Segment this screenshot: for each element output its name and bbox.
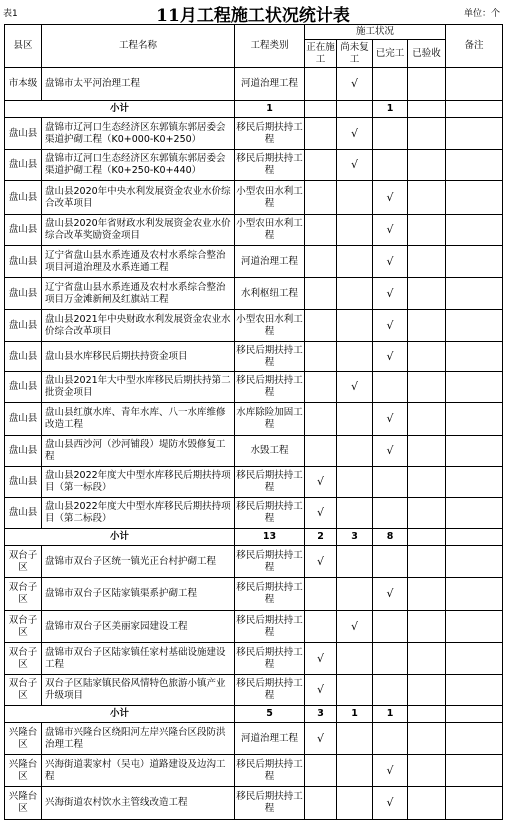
table-row bbox=[5, 372, 503, 403]
cell-project-type: 河道治理工程 bbox=[235, 68, 305, 101]
cell-status-not-resumed bbox=[337, 246, 373, 278]
table-row bbox=[5, 611, 503, 643]
cell-status-accepted bbox=[408, 68, 446, 101]
cell-project-type: 小型农田水利工程 bbox=[235, 215, 305, 246]
cell-remarks bbox=[446, 101, 503, 118]
cell-county: 双台子区 bbox=[5, 643, 42, 675]
table-row bbox=[5, 150, 503, 181]
cell-status-accepted bbox=[408, 342, 446, 372]
cell-remarks bbox=[446, 643, 503, 675]
cell-status-completed bbox=[373, 68, 408, 101]
cell-status-accepted bbox=[408, 118, 446, 150]
cell-project-type: 移民后期扶持工程 bbox=[235, 467, 305, 498]
col-county: 县区 bbox=[5, 25, 42, 68]
cell-county: 盘山县 bbox=[5, 498, 42, 529]
cell-county: 兴隆台区 bbox=[5, 787, 42, 820]
col-not-resumed: 尚未复工 bbox=[337, 40, 373, 68]
cell-status-accepted bbox=[408, 546, 446, 578]
subtotal-accepted bbox=[408, 101, 446, 118]
check-mark-icon: √ bbox=[373, 787, 408, 820]
check-mark-icon: √ bbox=[337, 150, 373, 181]
subtotal-in-progress: 3 bbox=[305, 706, 337, 723]
cell-county: 盘山县 bbox=[5, 467, 42, 498]
subtotal-total: 5 bbox=[235, 706, 305, 723]
statistics-table bbox=[4, 24, 503, 820]
col-status-group: 施工状况 bbox=[305, 25, 446, 40]
cell-county: 盘山县 bbox=[5, 372, 42, 403]
cell-project-name: 盘山县2021年中央财政水利发展资金农业水价综合改革项目 bbox=[42, 310, 235, 342]
cell-status-not-resumed bbox=[337, 310, 373, 342]
cell-status-not-resumed bbox=[337, 787, 373, 820]
cell-status-in-progress bbox=[305, 246, 337, 278]
subtotal-label: 小计 bbox=[5, 529, 235, 546]
cell-status-completed bbox=[373, 498, 408, 529]
cell-status-in-progress bbox=[305, 578, 337, 611]
subtotal-not-resumed: 1 bbox=[337, 706, 373, 723]
col-completed: 已完工 bbox=[373, 40, 408, 68]
check-mark-icon: √ bbox=[373, 215, 408, 246]
cell-project-type: 移民后期扶持工程 bbox=[235, 150, 305, 181]
cell-project-name: 盘锦市辽河口生态经济区东郭镇东郭居委会渠道护砌工程（K0+000-K0+250） bbox=[42, 118, 235, 150]
cell-remarks bbox=[446, 529, 503, 546]
check-mark-icon: √ bbox=[305, 498, 337, 529]
page-title: 11月工程施工状况统计表 bbox=[156, 6, 350, 26]
cell-status-in-progress bbox=[305, 68, 337, 101]
cell-status-not-resumed bbox=[337, 498, 373, 529]
cell-status-completed bbox=[373, 372, 408, 403]
cell-project-type: 小型农田水利工程 bbox=[235, 181, 305, 215]
cell-project-type: 河道治理工程 bbox=[235, 246, 305, 278]
cell-status-in-progress bbox=[305, 181, 337, 215]
subtotal-row bbox=[5, 706, 503, 723]
cell-county: 盘山县 bbox=[5, 246, 42, 278]
cell-county: 双台子区 bbox=[5, 675, 42, 706]
subtotal-in-progress bbox=[305, 101, 337, 118]
table-row bbox=[5, 181, 503, 215]
cell-status-in-progress bbox=[305, 403, 337, 436]
cell-remarks bbox=[446, 342, 503, 372]
cell-project-type: 移民后期扶持工程 bbox=[235, 787, 305, 820]
cell-status-completed bbox=[373, 118, 408, 150]
cell-county: 双台子区 bbox=[5, 546, 42, 578]
cell-status-in-progress bbox=[305, 342, 337, 372]
table-row bbox=[5, 118, 503, 150]
cell-status-completed bbox=[373, 723, 408, 755]
cell-status-accepted bbox=[408, 150, 446, 181]
col-accepted: 已验收 bbox=[408, 40, 446, 68]
check-mark-icon: √ bbox=[373, 342, 408, 372]
cell-status-accepted bbox=[408, 755, 446, 787]
cell-remarks bbox=[446, 215, 503, 246]
cell-project-name: 盘锦市太平河治理工程 bbox=[42, 68, 235, 101]
cell-project-type: 水利枢纽工程 bbox=[235, 278, 305, 310]
check-mark-icon: √ bbox=[337, 372, 373, 403]
table-row bbox=[5, 215, 503, 246]
table-row bbox=[5, 68, 503, 101]
cell-project-name: 双台子区陆家镇民俗风情特色旅游小镇产业升级项目 bbox=[42, 675, 235, 706]
cell-project-name: 盘山县红旗水库、青年水库、八一水库维修改造工程 bbox=[42, 403, 235, 436]
cell-status-not-resumed bbox=[337, 181, 373, 215]
cell-status-in-progress bbox=[305, 150, 337, 181]
col-project-name: 工程名称 bbox=[42, 25, 235, 68]
cell-status-in-progress bbox=[305, 372, 337, 403]
subtotal-row bbox=[5, 101, 503, 118]
table-row bbox=[5, 498, 503, 529]
cell-status-accepted bbox=[408, 498, 446, 529]
cell-project-name: 盘锦市兴隆台区绕阳河左岸兴隆台区段防洪治理工程 bbox=[42, 723, 235, 755]
table-row bbox=[5, 755, 503, 787]
cell-status-accepted bbox=[408, 403, 446, 436]
cell-county: 市本级 bbox=[5, 68, 42, 101]
cell-status-in-progress bbox=[305, 755, 337, 787]
cell-status-accepted bbox=[408, 246, 446, 278]
subtotal-row bbox=[5, 529, 503, 546]
cell-status-in-progress bbox=[305, 215, 337, 246]
check-mark-icon: √ bbox=[373, 181, 408, 215]
cell-project-name: 盘锦市双台子区美丽家园建设工程 bbox=[42, 611, 235, 643]
cell-remarks bbox=[446, 68, 503, 101]
cell-status-not-resumed bbox=[337, 578, 373, 611]
cell-project-name: 盘锦市辽河口生态经济区东郭镇东郭居委会渠道护砌工程（K0+250-K0+440） bbox=[42, 150, 235, 181]
subtotal-not-resumed bbox=[337, 101, 373, 118]
cell-project-name: 盘锦市双台子区统一镇光正台村护砌工程 bbox=[42, 546, 235, 578]
cell-project-type: 移民后期扶持工程 bbox=[235, 643, 305, 675]
check-mark-icon: √ bbox=[373, 755, 408, 787]
check-mark-icon: √ bbox=[305, 546, 337, 578]
cell-project-name: 辽宁省盘山县水系连通及农村水系综合整治项目万金滩新闸及红旗站工程 bbox=[42, 278, 235, 310]
cell-status-not-resumed bbox=[337, 342, 373, 372]
check-mark-icon: √ bbox=[373, 436, 408, 467]
table-row bbox=[5, 246, 503, 278]
cell-status-in-progress bbox=[305, 787, 337, 820]
cell-status-completed bbox=[373, 467, 408, 498]
subtotal-accepted bbox=[408, 706, 446, 723]
cell-status-in-progress bbox=[305, 118, 337, 150]
cell-remarks bbox=[446, 706, 503, 723]
col-project-type: 工程类别 bbox=[235, 25, 305, 68]
table-row bbox=[5, 467, 503, 498]
cell-remarks bbox=[446, 546, 503, 578]
cell-remarks bbox=[446, 498, 503, 529]
cell-county: 双台子区 bbox=[5, 611, 42, 643]
cell-status-accepted bbox=[408, 723, 446, 755]
cell-project-type: 移民后期扶持工程 bbox=[235, 372, 305, 403]
cell-status-completed bbox=[373, 675, 408, 706]
subtotal-total: 13 bbox=[235, 529, 305, 546]
cell-project-type: 移民后期扶持工程 bbox=[235, 675, 305, 706]
check-mark-icon: √ bbox=[373, 246, 408, 278]
cell-project-name: 盘山县西沙河（沙河铺段）堤防水毁修复工程 bbox=[42, 436, 235, 467]
col-in-progress: 正在施工 bbox=[305, 40, 337, 68]
cell-project-name: 盘山县2020年中央水利发展资金农业水价综合改革项目 bbox=[42, 181, 235, 215]
check-mark-icon: √ bbox=[305, 675, 337, 706]
cell-status-accepted bbox=[408, 372, 446, 403]
table-row bbox=[5, 403, 503, 436]
cell-project-name: 兴海街道裴家村（吴屯）道路建设及边沟工程 bbox=[42, 755, 235, 787]
cell-project-name: 盘山县2022年度大中型水库移民后期扶持项目（第二标段） bbox=[42, 498, 235, 529]
cell-county: 双台子区 bbox=[5, 578, 42, 611]
check-mark-icon: √ bbox=[373, 310, 408, 342]
cell-county: 盘山县 bbox=[5, 436, 42, 467]
cell-project-type: 移民后期扶持工程 bbox=[235, 342, 305, 372]
table-body bbox=[5, 68, 503, 820]
cell-county: 盘山县 bbox=[5, 215, 42, 246]
subtotal-in-progress: 2 bbox=[305, 529, 337, 546]
cell-county: 盘山县 bbox=[5, 278, 42, 310]
cell-status-accepted bbox=[408, 310, 446, 342]
cell-status-not-resumed bbox=[337, 467, 373, 498]
table-row bbox=[5, 310, 503, 342]
cell-status-completed bbox=[373, 546, 408, 578]
cell-remarks bbox=[446, 372, 503, 403]
table-number: 表1 bbox=[3, 9, 18, 19]
cell-status-in-progress bbox=[305, 611, 337, 643]
table-row bbox=[5, 675, 503, 706]
cell-status-accepted bbox=[408, 215, 446, 246]
cell-remarks bbox=[446, 578, 503, 611]
cell-project-type: 移民后期扶持工程 bbox=[235, 578, 305, 611]
cell-project-type: 河道治理工程 bbox=[235, 723, 305, 755]
check-mark-icon: √ bbox=[373, 578, 408, 611]
check-mark-icon: √ bbox=[337, 611, 373, 643]
check-mark-icon: √ bbox=[305, 723, 337, 755]
table-row bbox=[5, 436, 503, 467]
check-mark-icon: √ bbox=[337, 118, 373, 150]
cell-status-not-resumed bbox=[337, 215, 373, 246]
subtotal-total: 1 bbox=[235, 101, 305, 118]
subtotal-label: 小计 bbox=[5, 706, 235, 723]
cell-status-accepted bbox=[408, 181, 446, 215]
cell-status-in-progress bbox=[305, 436, 337, 467]
subtotal-accepted bbox=[408, 529, 446, 546]
cell-remarks bbox=[446, 723, 503, 755]
table-row bbox=[5, 787, 503, 820]
cell-status-not-resumed bbox=[337, 643, 373, 675]
cell-remarks bbox=[446, 181, 503, 215]
cell-remarks bbox=[446, 787, 503, 820]
cell-project-type: 移民后期扶持工程 bbox=[235, 755, 305, 787]
cell-status-accepted bbox=[408, 787, 446, 820]
unit-label: 单位：个 bbox=[463, 9, 500, 19]
table-row bbox=[5, 723, 503, 755]
cell-project-type: 水库除险加固工程 bbox=[235, 403, 305, 436]
check-mark-icon: √ bbox=[337, 68, 373, 101]
cell-status-accepted bbox=[408, 578, 446, 611]
cell-county: 盘山县 bbox=[5, 150, 42, 181]
cell-project-type: 小型农田水利工程 bbox=[235, 310, 305, 342]
table-header bbox=[5, 25, 503, 68]
cell-project-name: 兴海街道农村饮水主管线改造工程 bbox=[42, 787, 235, 820]
cell-project-type: 移民后期扶持工程 bbox=[235, 118, 305, 150]
cell-project-name: 盘山县水库移民后期扶持资金项目 bbox=[42, 342, 235, 372]
cell-county: 盘山县 bbox=[5, 342, 42, 372]
cell-project-type: 移民后期扶持工程 bbox=[235, 546, 305, 578]
cell-status-not-resumed bbox=[337, 278, 373, 310]
cell-status-accepted bbox=[408, 278, 446, 310]
col-remarks: 备注 bbox=[446, 25, 503, 68]
cell-status-completed bbox=[373, 643, 408, 675]
subtotal-completed: 1 bbox=[373, 101, 408, 118]
cell-status-not-resumed bbox=[337, 403, 373, 436]
cell-remarks bbox=[446, 436, 503, 467]
cell-remarks bbox=[446, 118, 503, 150]
cell-status-in-progress bbox=[305, 310, 337, 342]
cell-status-accepted bbox=[408, 643, 446, 675]
cell-status-completed bbox=[373, 150, 408, 181]
table-row bbox=[5, 643, 503, 675]
cell-status-not-resumed bbox=[337, 436, 373, 467]
page-header bbox=[0, 0, 506, 24]
cell-status-not-resumed bbox=[337, 723, 373, 755]
cell-project-name: 盘锦市双台子区陆家镇渠系护砌工程 bbox=[42, 578, 235, 611]
subtotal-completed: 8 bbox=[373, 529, 408, 546]
table-row bbox=[5, 342, 503, 372]
cell-county: 盘山县 bbox=[5, 118, 42, 150]
cell-remarks bbox=[446, 150, 503, 181]
cell-status-accepted bbox=[408, 611, 446, 643]
cell-remarks bbox=[446, 278, 503, 310]
cell-remarks bbox=[446, 467, 503, 498]
table-row bbox=[5, 546, 503, 578]
cell-status-accepted bbox=[408, 436, 446, 467]
cell-project-type: 水毁工程 bbox=[235, 436, 305, 467]
cell-remarks bbox=[446, 611, 503, 643]
subtotal-completed: 1 bbox=[373, 706, 408, 723]
subtotal-not-resumed: 3 bbox=[337, 529, 373, 546]
cell-project-type: 移民后期扶持工程 bbox=[235, 611, 305, 643]
cell-project-name: 盘山县2022年度大中型水库移民后期扶持项目（第一标段） bbox=[42, 467, 235, 498]
cell-remarks bbox=[446, 246, 503, 278]
check-mark-icon: √ bbox=[305, 643, 337, 675]
cell-project-name: 辽宁省盘山县水系连通及农村水系综合整治项目河道治理及水系连通工程 bbox=[42, 246, 235, 278]
cell-remarks bbox=[446, 403, 503, 436]
cell-status-not-resumed bbox=[337, 675, 373, 706]
cell-project-name: 盘山县2021年大中型水库移民后期扶持第二批资金项目 bbox=[42, 372, 235, 403]
cell-project-name: 盘锦市双台子区陆家镇任家村基础设施建设工程 bbox=[42, 643, 235, 675]
table-row bbox=[5, 578, 503, 611]
cell-status-not-resumed bbox=[337, 546, 373, 578]
cell-status-not-resumed bbox=[337, 755, 373, 787]
cell-project-type: 移民后期扶持工程 bbox=[235, 498, 305, 529]
cell-status-accepted bbox=[408, 467, 446, 498]
cell-county: 兴隆台区 bbox=[5, 755, 42, 787]
cell-county: 盘山县 bbox=[5, 403, 42, 436]
check-mark-icon: √ bbox=[373, 278, 408, 310]
subtotal-label: 小计 bbox=[5, 101, 235, 118]
table-row bbox=[5, 278, 503, 310]
cell-county: 兴隆台区 bbox=[5, 723, 42, 755]
cell-county: 盘山县 bbox=[5, 181, 42, 215]
cell-status-completed bbox=[373, 611, 408, 643]
cell-remarks bbox=[446, 755, 503, 787]
cell-county: 盘山县 bbox=[5, 310, 42, 342]
cell-project-name: 盘山县2020年省财政水利发展资金农业水价综合改革奖励资金项目 bbox=[42, 215, 235, 246]
cell-status-in-progress bbox=[305, 278, 337, 310]
cell-status-accepted bbox=[408, 675, 446, 706]
check-mark-icon: √ bbox=[373, 403, 408, 436]
cell-remarks bbox=[446, 675, 503, 706]
check-mark-icon: √ bbox=[305, 467, 337, 498]
cell-remarks bbox=[446, 310, 503, 342]
